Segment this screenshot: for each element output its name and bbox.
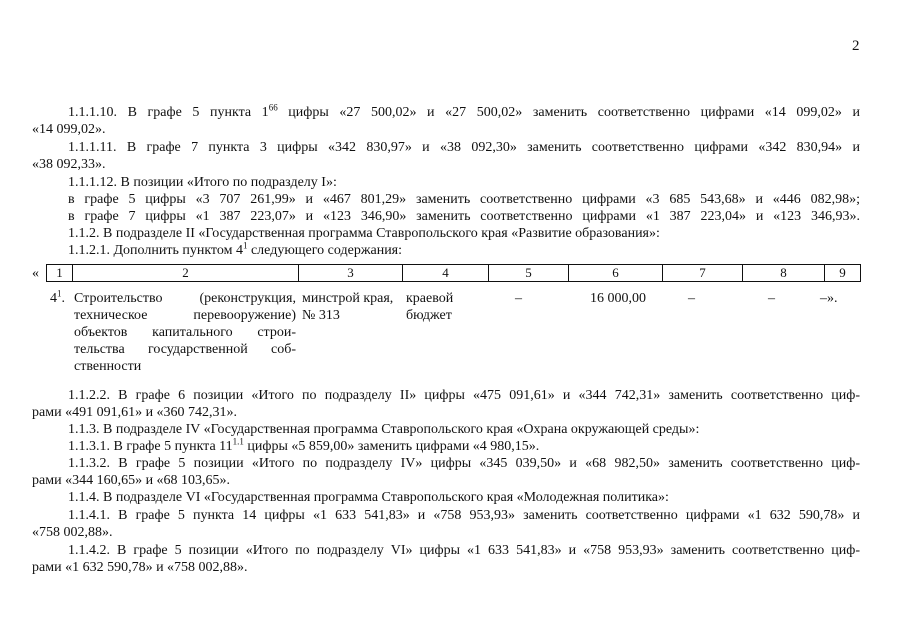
superscript: 1.1 (232, 436, 244, 447)
paragraph-1-1-3-2: 1.1.3.2. В графе 5 позиции «Итого по подразделу IV» цифры «345 039,50» и «68 982,50» заменить соответственно циф- (68, 456, 860, 471)
paragraph-1-1-1-12-col5: в графе 5 цифры «3 707 261,99» и «467 801,29» заменить соответственно цифрами «3 685 543,68» и «446 082,98»; (68, 192, 860, 207)
paragraph-1-1-3: 1.1.3. В подразделе IV «Государственная программа Ставропольского края «Охрана окружающей среды»: (68, 422, 700, 437)
header-cell: 7 (663, 265, 743, 282)
paragraph-1-1-1-12: 1.1.1.12. В позиции «Итого по подразделу I»: (68, 175, 337, 190)
header-cell: 2 (73, 265, 299, 282)
table-header (46, 264, 861, 282)
paragraph-1-1-4-2-cont: рами «1 632 590,78» и «758 002,88». (32, 560, 248, 575)
header-cell: 6 (569, 265, 663, 282)
row-col9: –». (820, 291, 838, 306)
row-col5: – (515, 291, 522, 306)
table-open-quote: « (32, 266, 39, 281)
paragraph-1-1-4: 1.1.4. В подразделе VI «Государственная программа Ставропольского края «Молодежная политика»: (68, 490, 669, 505)
page-number: 2 (852, 38, 860, 54)
paragraph-1-1-2-2-cont: рами «491 091,61» и «360 742,31». (32, 405, 238, 420)
row-col7: – (688, 291, 695, 306)
paragraph-1-1-1-10-cont: «14 099,02». (32, 122, 106, 137)
paragraph-1-1-3-2-cont: рами «344 160,65» и «68 103,65». (32, 473, 231, 488)
row-col6: 16 000,00 (590, 291, 646, 306)
header-cell: 1 (47, 265, 73, 282)
paragraph-1-1-1-11: 1.1.1.11. В графе 7 пункта 3 цифры «342 830,97» и «38 092,30» заменить соответственно цифрами «342 830,94» и (68, 140, 860, 155)
paragraph-1-1-2-2: 1.1.2.2. В графе 6 позиции «Итого по подразделу II» цифры «475 091,61» и «344 742,31» заменить соответственно циф- (68, 388, 860, 403)
header-cell: 9 (825, 265, 861, 282)
paragraph-1-1-2-1: 1.1.2.1. Дополнить пунктом $4^1$ следующего содержания: (68, 240, 403, 258)
paragraph-1-1-1-11-cont: «38 092,33». (32, 157, 106, 172)
header-cell: 4 (403, 265, 489, 282)
superscript: 66 (268, 102, 278, 113)
paragraph-1-1-4-2: 1.1.4.2. В графе 5 позиции «Итого по подразделу VI» цифры «1 633 541,83» и «758 953,93» заменить соответственно циф- (68, 543, 860, 558)
paragraph-1-1-4-1-cont: «758 002,88». (32, 525, 113, 540)
paragraph-1-1-1-12-col7: в графе 7 цифры «1 387 223,07» и «123 346,90» заменить соответственно цифрами «1 387 223,04» и «123 346,93». (68, 209, 860, 224)
paragraph-1-1-3-1: 1.1.3.1. В графе 5 пункта $11^{1.1}$ цифры «5 859,00» заменить цифрами «4 980,15». (68, 436, 540, 454)
header-cell: 5 (489, 265, 569, 282)
paragraph-1-1-4-1: 1.1.4.1. В графе 5 пункта 14 цифры «1 633 541,83» и «758 953,93» заменить соответственно цифрами «1 632 590,78» и (68, 508, 860, 523)
row-col8: – (768, 291, 775, 306)
paragraph-1-1-1-10: 1.1.1.10. В графе 5 пункта $1^{66}$ цифры «27 500,02» и «27 500,02» заменить соответственно цифрами «14 099,02» и (68, 102, 860, 120)
paragraph-1-1-2: 1.1.2. В подразделе II «Государственная программа Ставропольского края «Развитие образования»: (68, 226, 660, 241)
row-number: $4^1$. (50, 288, 65, 306)
header-cell: 8 (743, 265, 825, 282)
header-cell: 3 (299, 265, 403, 282)
superscript: 1 (242, 240, 248, 251)
